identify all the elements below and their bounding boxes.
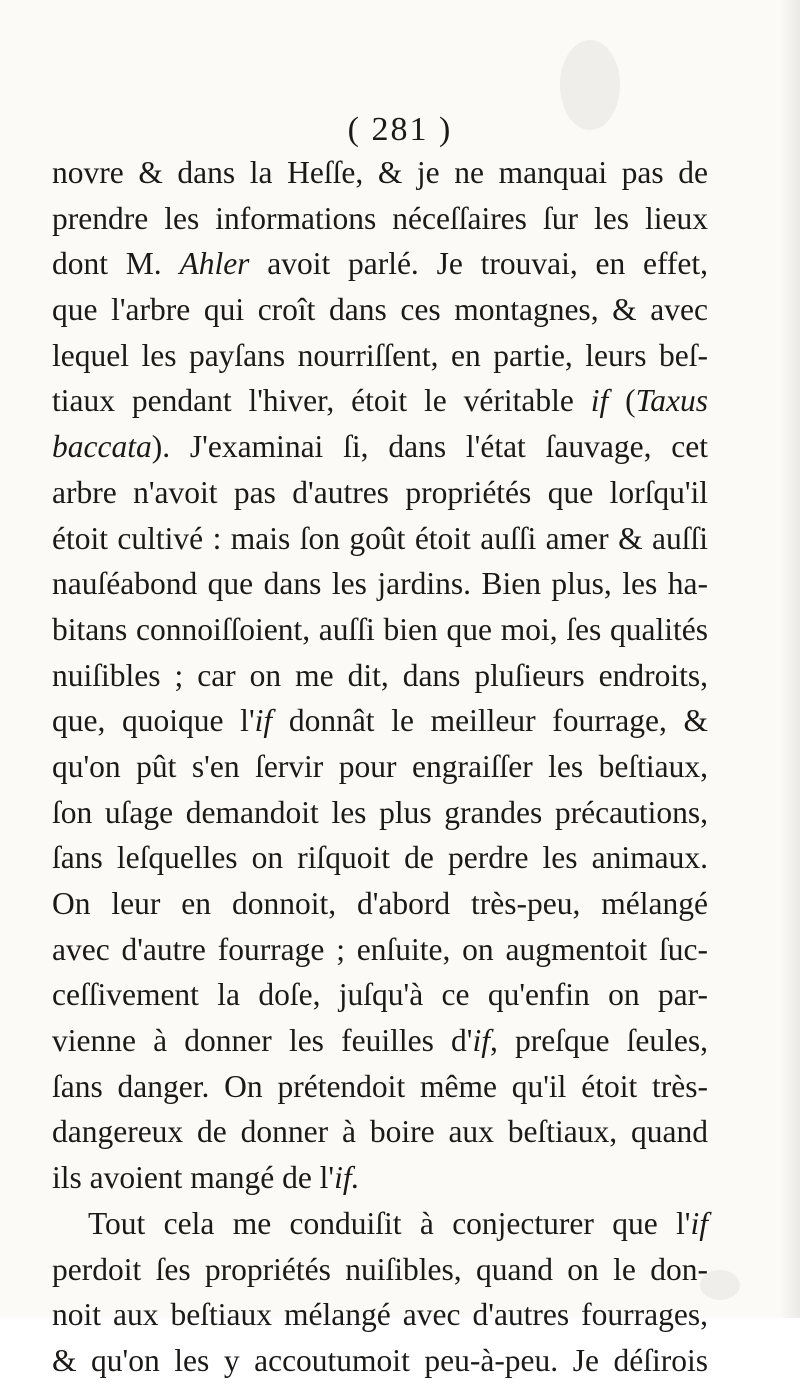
text-line — [52, 1109, 708, 1155]
italic-text: if — [472, 1023, 490, 1059]
text-segment: noit aux beſtiaux mélangé avec d'autres fourrages, — [52, 1297, 708, 1333]
text-segment: qu'on pût s'en ſervir pour engraiſſer les beſtiaux, — [52, 748, 708, 784]
text-line — [52, 790, 708, 836]
text-line — [52, 1292, 708, 1338]
text-line — [52, 150, 708, 196]
text-segment: bitans connoiſſoient, auſſi bien que moi, ſes qualités — [52, 611, 708, 647]
text-segment: prendre les informations néceſſaires ſur les lieux — [52, 200, 708, 236]
text-segment: lequel les payſans nourriſſent, en partie, leurs beſ- — [52, 337, 708, 373]
italic-text: Taxus — [635, 383, 708, 419]
text-segment: que l'arbre qui croît dans ces montagnes, & avec — [52, 292, 708, 328]
page-edge-shadow — [780, 0, 800, 1318]
text-segment: que, quoique l' — [52, 703, 255, 739]
text-line — [52, 835, 708, 881]
text-line — [52, 607, 708, 653]
text-segment: novre & dans la Heſſe, & je ne manquai pas de — [52, 155, 708, 190]
text-segment: nauſéabond que dans les jardins. Bien plus, les ha- — [52, 566, 708, 602]
text-line — [52, 698, 708, 744]
text-segment: ſans leſquelles on riſquoit de perdre les animaux. — [52, 840, 708, 876]
text-segment: ). J'examinai ſi, dans l'état ſauvage, cet — [151, 429, 708, 465]
page-number: ( 281 ) — [347, 111, 453, 148]
text-line — [52, 378, 708, 424]
text-line — [52, 561, 708, 607]
text-line — [52, 927, 708, 973]
text-segment: ſans danger. On prétendoit même qu'il étoit très- — [52, 1068, 708, 1104]
text-segment: perdoit ſes propriétés nuiſibles, quand on le don- — [52, 1251, 708, 1287]
text-line — [52, 196, 708, 242]
italic-text: baccata — [52, 429, 152, 465]
text-segment: vienne à donner les feuilles d' — [52, 1023, 473, 1059]
italic-text: Ahler — [179, 246, 250, 282]
italic-text: if — [254, 703, 273, 739]
text-segment: & qu'on les y accoutumoit peu-à-peu. Je déſirois — [52, 1342, 708, 1378]
text-line — [52, 881, 708, 927]
text-line — [52, 516, 708, 562]
text-line — [52, 287, 708, 333]
italic-text: if — [690, 1205, 708, 1241]
text-segment: , preſque ſeules, — [489, 1023, 708, 1059]
text-line — [52, 1155, 708, 1201]
text-segment: ( — [608, 383, 636, 419]
text-segment: tiaux pendant l'hiver, étoit le véritable — [52, 383, 591, 419]
text-segment: avoit parlé. Je trouvai, en effet, — [249, 246, 708, 282]
text-line — [52, 241, 708, 287]
text-segment: dangereux de donner à boire aux beſtiaux, quand — [52, 1114, 708, 1150]
text-line — [52, 1064, 708, 1110]
text-line — [52, 744, 708, 790]
text-segment: Tout cela me conduiſit à conjecturer que l' — [88, 1205, 691, 1241]
text-segment: nuiſibles ; car on me dit, dans pluſieurs endroits, — [52, 657, 708, 693]
text-line — [52, 1201, 708, 1247]
text-segment: avec d'autre fourrage ; enſuite, on augmentoit ſuc- — [52, 931, 708, 967]
text-segment: ceſſivement la doſe, juſqu'à ce qu'enfin on par- — [52, 977, 708, 1013]
text-segment: ſon uſage demandoit les plus grandes précautions, — [52, 794, 708, 830]
text-segment: donnât le meilleur fourrage, & — [272, 703, 708, 739]
body-text — [52, 150, 708, 1384]
text-line — [52, 972, 708, 1018]
text-segment: ils avoient mangé de l' — [52, 1160, 335, 1196]
italic-text: if. — [334, 1160, 360, 1196]
text-line — [52, 424, 708, 470]
text-line — [52, 470, 708, 516]
text-line — [52, 1338, 708, 1384]
text-segment: étoit cultivé : mais ſon goût étoit auſſi amer & auſſi — [52, 520, 708, 556]
text-line — [52, 653, 708, 699]
text-line — [52, 1018, 708, 1064]
text-segment: arbre n'avoit pas d'autres propriétés que lorſqu'il — [52, 474, 708, 510]
text-segment: On leur en donnoit, d'abord très-peu, mélangé — [52, 886, 708, 921]
text-line — [52, 1247, 708, 1293]
text-line — [52, 333, 708, 379]
italic-text: if — [590, 383, 609, 419]
text-segment: dont M. — [52, 246, 180, 282]
